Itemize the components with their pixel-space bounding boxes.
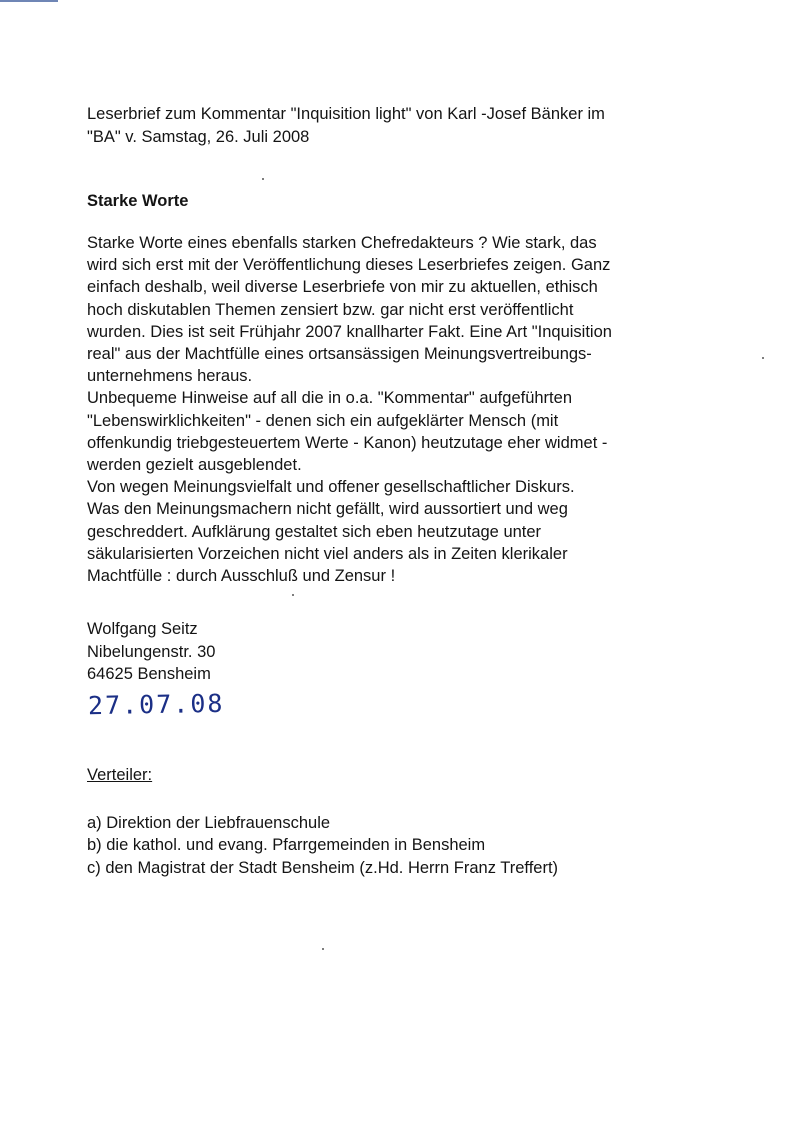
scan-speck <box>262 178 264 180</box>
signature-city: 64625 Bensheim <box>87 665 211 683</box>
letter-header <box>87 103 727 149</box>
body-line: hoch diskutablen Themen zensiert bzw. gar nicht erst veröffentlicht <box>87 300 574 319</box>
header-line-2: "BA" v. Samstag, 26. Juli 2008 <box>87 128 310 146</box>
body-line: real" aus der Machtfülle eines ortsansässigen Meinungsvertreibungs- <box>87 345 592 364</box>
body-line: geschreddert. Aufklärung gestaltet sich eben heutzutage unter <box>87 522 542 541</box>
body-line: Was den Meinungsmachern nicht gefällt, wird aussortiert und weg <box>87 500 568 519</box>
distribution-heading: Verteiler: <box>87 766 153 784</box>
scan-speck <box>762 357 764 359</box>
body-line: säkularisierten Vorzeichen nicht viel anders als in Zeiten klerikaler <box>87 544 568 563</box>
body-line: wurden. Dies ist seit Frühjahr 2007 knallharter Fakt. Eine Art "Inquisition <box>87 322 612 341</box>
body-line: Machtfülle : durch Ausschluß und Zensur ! <box>87 567 396 586</box>
body-line: Unbequeme Hinweise auf all die in o.a. "Kommentar" aufgeführten <box>87 389 572 408</box>
distribution-item: a) Direktion der Liebfrauenschule <box>87 814 331 832</box>
scan-speck <box>292 594 294 596</box>
distribution-item: c) den Magistrat der Stadt Bensheim (z.Hd. Herrn Franz Treffert) <box>87 858 559 877</box>
body-line: Von wegen Meinungsvielfalt und offener gesellschaftlicher Diskurs. <box>87 478 575 497</box>
header-line-1: Leserbrief zum Kommentar "Inquisition light" von Karl -Josef Bänker im <box>87 105 605 123</box>
body-line: werden gezielt ausgeblendet. <box>87 456 302 475</box>
body-line: offenkundig triebgesteuertem Werte - Kanon) heutzutage eher widmet - <box>87 433 608 452</box>
body-line: Starke Worte eines ebenfalls starken Chefredakteurs ? Wie stark, das <box>87 234 597 252</box>
handwritten-date: 27.07.08 <box>87 688 225 721</box>
signature-street: Nibelungenstr. 30 <box>87 642 216 661</box>
scan-edge-line <box>0 0 58 2</box>
distribution-list <box>87 812 558 879</box>
body-line: wird sich erst mit der Veröffentlichung dieses Leserbriefes zeigen. Ganz <box>87 256 611 275</box>
body-line: "Lebenswirklichkeiten" - denen sich ein aufgeklärter Mensch (mit <box>87 411 559 430</box>
body-line: unternehmens heraus. <box>87 367 253 386</box>
signature-name: Wolfgang Seitz <box>87 620 198 638</box>
distribution-item: b) die kathol. und evang. Pfarrgemeinden in Bensheim <box>87 836 486 855</box>
signature-block <box>87 618 215 686</box>
letter-body <box>87 232 727 587</box>
body-line: einfach deshalb, weil diverse Leserbriefe von mir zu aktuellen, ethisch <box>87 278 598 297</box>
scan-speck <box>322 948 324 950</box>
letter-title: Starke Worte <box>87 192 189 210</box>
